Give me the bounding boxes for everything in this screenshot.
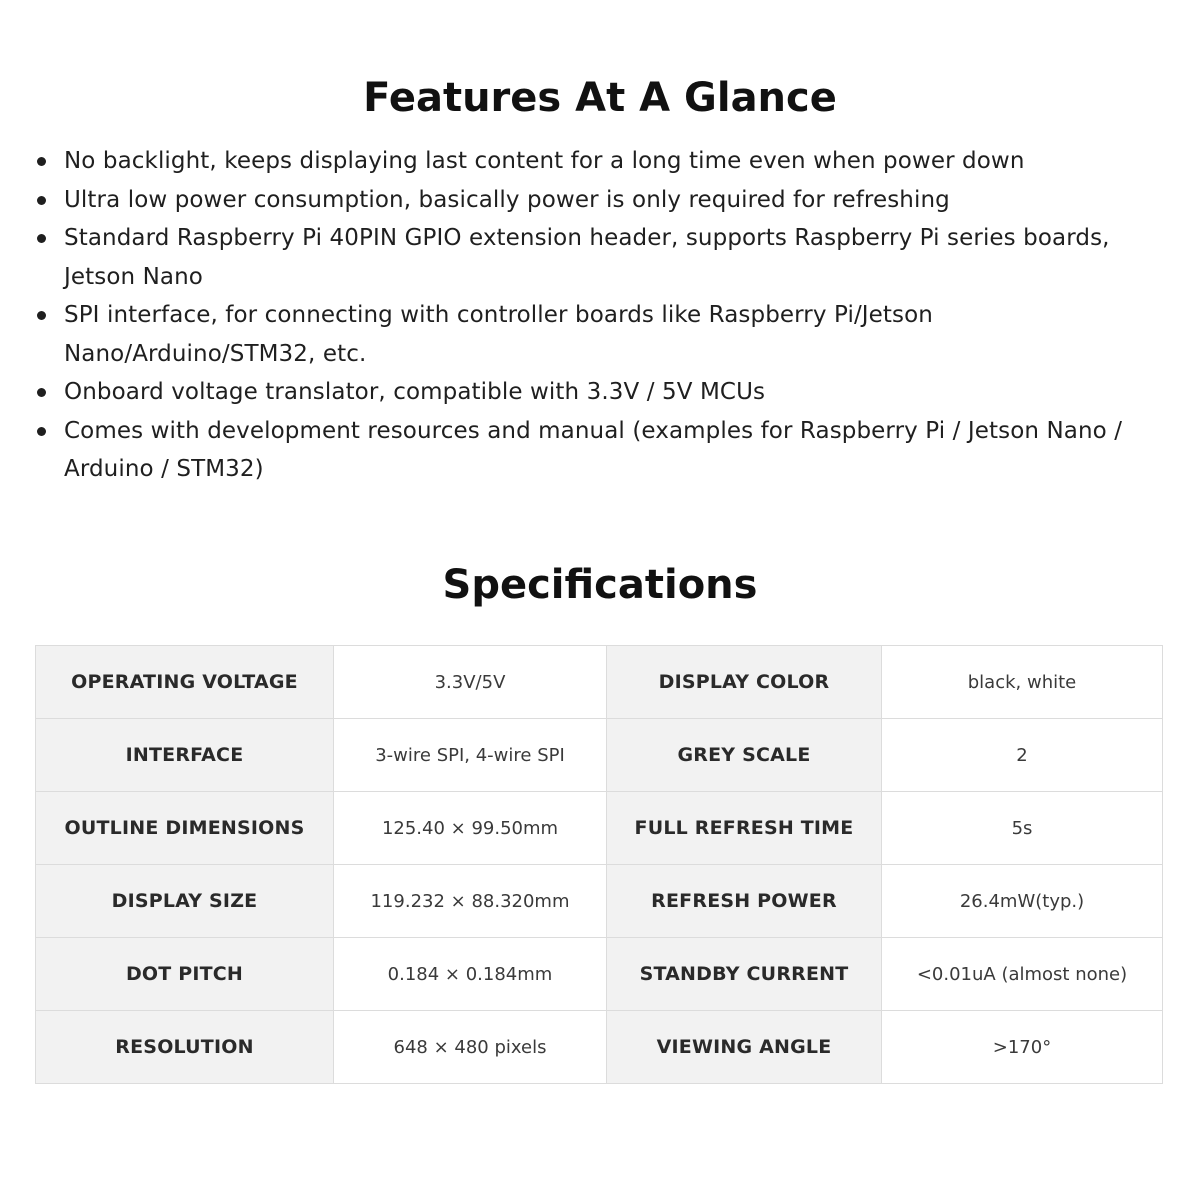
- spec-value: 125.40 × 99.50mm: [334, 792, 607, 865]
- spec-label: RESOLUTION: [36, 1011, 334, 1084]
- spec-value: 3-wire SPI, 4-wire SPI: [334, 719, 607, 792]
- table-row: [36, 646, 1163, 719]
- list-item: [36, 181, 1166, 220]
- spec-label: OPERATING VOLTAGE: [36, 646, 334, 719]
- spec-label: DISPLAY COLOR: [607, 646, 882, 719]
- feature-text: Ultra low power consumption, basically power is only required for refreshing: [64, 186, 950, 213]
- spec-label: FULL REFRESH TIME: [607, 792, 882, 865]
- spec-label: STANDBY CURRENT: [607, 938, 882, 1011]
- feature-text: Onboard voltage translator, compatible with 3.3V / 5V MCUs: [64, 379, 766, 405]
- table-row: [36, 1011, 1163, 1084]
- list-item: [36, 219, 1166, 296]
- spec-value: 119.232 × 88.320mm: [334, 865, 607, 938]
- list-item: [36, 412, 1166, 489]
- table-row: [36, 792, 1163, 865]
- feature-text: No backlight, keeps displaying last content for a long time even when power down: [64, 148, 1025, 174]
- bullet-icon: [37, 157, 46, 166]
- spec-value: <0.01uA (almost none): [882, 938, 1163, 1011]
- specs-title: Specifications: [442, 562, 758, 608]
- spec-value: >170°: [882, 1011, 1163, 1084]
- list-item: [36, 373, 1166, 412]
- spec-label: GREY SCALE: [607, 719, 882, 792]
- table-row: [36, 938, 1163, 1011]
- features-title: Features At A Glance: [363, 75, 837, 121]
- table-row: [36, 719, 1163, 792]
- list-item: [36, 296, 1166, 373]
- spec-value: 2: [882, 719, 1163, 792]
- spec-value: 3.3V/5V: [334, 646, 607, 719]
- spec-value: 648 × 480 pixels: [334, 1011, 607, 1084]
- features-list: [36, 142, 1166, 489]
- spec-label: REFRESH POWER: [607, 865, 882, 938]
- spec-label: DOT PITCH: [36, 938, 334, 1011]
- spec-value: 5s: [882, 792, 1163, 865]
- feature-text: Standard Raspberry Pi 40PIN GPIO extension header, supports Raspberry Pi series boards, Jetson Nano: [64, 225, 1110, 290]
- spec-value: 26.4mW(typ.): [882, 865, 1163, 938]
- list-item: [36, 142, 1166, 181]
- bullet-icon: [37, 427, 46, 436]
- spec-value: 0.184 × 0.184mm: [334, 938, 607, 1011]
- spec-label: OUTLINE DIMENSIONS: [36, 792, 334, 865]
- spec-label: VIEWING ANGLE: [607, 1011, 882, 1084]
- bullet-icon: [37, 388, 46, 397]
- table-row: [36, 865, 1163, 938]
- spec-label: DISPLAY SIZE: [36, 865, 334, 938]
- spec-label: INTERFACE: [36, 719, 334, 792]
- spec-value: black, white: [882, 646, 1163, 719]
- bullet-icon: [37, 311, 46, 320]
- feature-text: Comes with development resources and manual (examples for Raspberry Pi / Jetson Nano / Arduino / STM32): [64, 417, 1123, 482]
- bullet-icon: [37, 234, 46, 243]
- bullet-icon: [37, 196, 46, 205]
- feature-text: SPI interface, for connecting with controller boards like Raspberry Pi/Jetson Nano/Arduino/STM32, etc.: [64, 302, 933, 367]
- specs-table: [35, 645, 1163, 1084]
